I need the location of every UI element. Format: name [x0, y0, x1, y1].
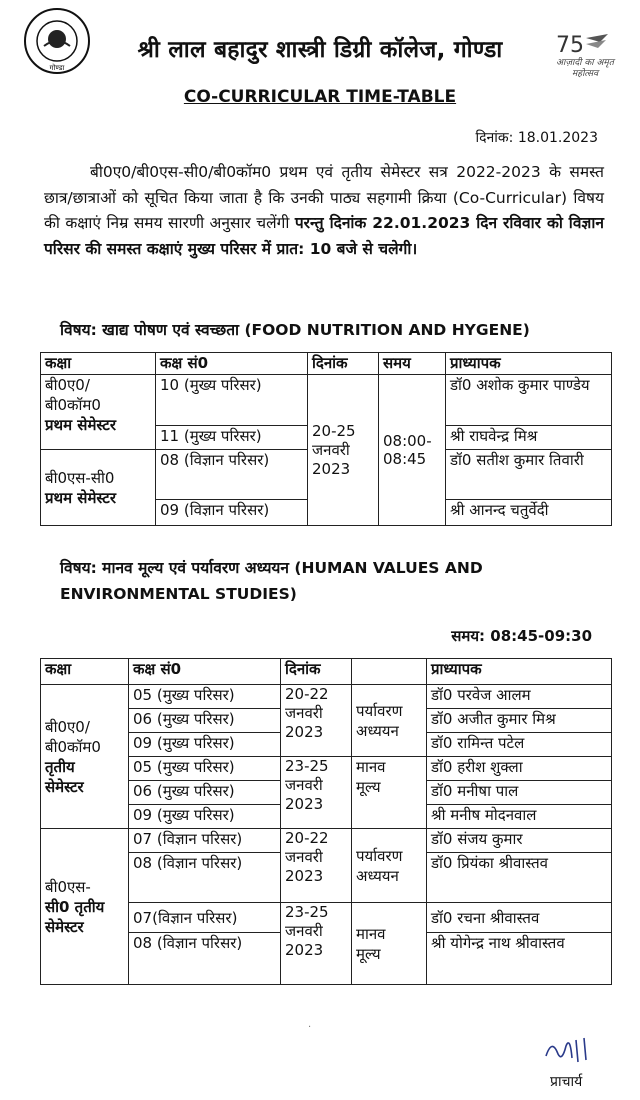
time-cell: 08:00- 08:45	[379, 375, 446, 526]
teacher-cell: श्री राघवेन्द्र मिश्र	[446, 426, 612, 450]
svg-text:75: 75	[556, 33, 584, 58]
teacher-cell: डॉ0 मनीषा पाल	[427, 781, 612, 805]
header-teacher: प्राध्यापक	[446, 353, 612, 375]
room-cell: 05 (मुख्य परिसर)	[129, 685, 281, 709]
principal-label: प्राचार्य	[550, 1074, 583, 1090]
date-cell: 20-25 जनवरी 2023	[308, 375, 379, 526]
teacher-cell: डॉ0 परवेज आलम	[427, 685, 612, 709]
teacher-cell: श्री मनीष मोदनवाल	[427, 805, 612, 829]
subject-cell: मानव मूल्य	[352, 757, 427, 829]
header-subject	[352, 659, 427, 685]
subject-cell: पर्यावरण अध्ययन	[352, 685, 427, 757]
table-row	[41, 685, 612, 709]
table-header-row	[41, 659, 612, 685]
teacher-cell: डॉ0 रचना श्रीवास्तव	[427, 903, 612, 933]
header-class: कक्षा	[41, 353, 156, 375]
subject-food-nutrition: विषय: खाद्य पोषण एवं स्वच्छता (FOOD NUTRITION AND HYGENE)	[60, 321, 530, 339]
room-cell: 06 (मुख्य परिसर)	[129, 709, 281, 733]
room-cell: 10 (मुख्य परिसर)	[156, 375, 308, 426]
date-cell: 23-25 जनवरी 2023	[281, 903, 352, 985]
college-name: श्री लाल बहादुर शास्त्री डिग्री कॉलेज, गोण्डा	[137, 37, 503, 63]
session-time: समय: 08:45-09:30	[451, 627, 592, 645]
teacher-cell: डॉ0 अजीत कुमार मिश्र	[427, 709, 612, 733]
header-time: समय	[379, 353, 446, 375]
table-row	[41, 829, 612, 853]
table-header-row	[41, 353, 612, 375]
food-nutrition-timetable	[40, 352, 612, 526]
human-values-timetable	[40, 658, 612, 985]
date-cell: 23-25 जनवरी 2023	[281, 757, 352, 829]
table-row	[41, 375, 612, 426]
date-cell: 20-22 जनवरी 2023	[281, 685, 352, 757]
room-cell: 08 (विज्ञान परिसर)	[129, 933, 281, 985]
notice-bold-text: परन्तु दिनांक 22.01.2023 दिन रविवार को विज्ञान परिसर की समस्त कक्षाएं मुख्य परिसर में प्रात: 10 बजे से चलेगी।	[44, 214, 604, 258]
header-class: कक्षा	[41, 659, 129, 685]
teacher-cell: डॉ0 संजय कुमार	[427, 829, 612, 853]
header-teacher: प्राध्यापक	[427, 659, 612, 685]
subject-human-values: विषय: मानव मूल्य एवं पर्यावरण अध्ययन (HUMAN VALUES AND ENVIRONMENTAL STUDIES)	[60, 559, 483, 603]
room-cell: 08 (विज्ञान परिसर)	[156, 450, 308, 500]
logo-text: गोण्डा	[49, 64, 65, 72]
class-bsc-first: बी0एस-सी0 प्रथम सेमेस्टर	[41, 450, 156, 526]
room-cell: 07 (विज्ञान परिसर)	[129, 829, 281, 853]
subject-cell: पर्यावरण अध्ययन	[352, 829, 427, 903]
room-cell: 09 (विज्ञान परिसर)	[156, 500, 308, 526]
teacher-cell: डॉ0 हरीश शुक्ला	[427, 757, 612, 781]
class-ba-bcom-first: बी0ए0/ बी0कॉम0 प्रथम सेमेस्टर	[41, 375, 156, 450]
room-cell: 08 (विज्ञान परिसर)	[129, 853, 281, 903]
header-room: कक्ष सं0	[156, 353, 308, 375]
teacher-cell: डॉ0 सतीश कुमार तिवारी	[446, 450, 612, 500]
room-cell: 05 (मुख्य परिसर)	[129, 757, 281, 781]
room-cell: 06 (मुख्य परिसर)	[129, 781, 281, 805]
room-cell: 09 (मुख्य परिसर)	[129, 733, 281, 757]
header-date: दिनांक	[308, 353, 379, 375]
class-bsc-third: बी0एस- सी0 तृतीय सेमेस्टर	[41, 829, 129, 985]
notice-paragraph	[44, 160, 604, 262]
azadi-text: आज़ादी का अमृत महोत्सव	[556, 58, 614, 79]
page-title: CO-CURRICULAR TIME-TABLE	[183, 87, 457, 107]
date-cell: 20-22 जनवरी 2023	[281, 829, 352, 903]
header-date: दिनांक	[281, 659, 352, 685]
teacher-cell: डॉ0 प्रियंका श्रीवास्तव	[427, 853, 612, 903]
mark-dot: ·	[308, 1022, 312, 1033]
header-room: कक्ष सं0	[129, 659, 281, 685]
room-cell: 11 (मुख्य परिसर)	[156, 426, 308, 450]
teacher-cell: डॉ0 अशोक कुमार पाण्डेय	[446, 375, 612, 426]
principal-signature	[540, 1032, 600, 1068]
teacher-cell: डॉ0 रामिन्त पटेल	[427, 733, 612, 757]
room-cell: 09 (मुख्य परिसर)	[129, 805, 281, 829]
teacher-cell: श्री योगेन्द्र नाथ श्रीवास्तव	[427, 933, 612, 985]
room-cell: 07(विज्ञान परिसर)	[129, 903, 281, 933]
teacher-cell: श्री आनन्द चतुर्वेदी	[446, 500, 612, 526]
subject-cell: मानव मूल्य	[352, 903, 427, 985]
notice-text: बी0ए0/बी0एस-सी0/बी0कॉम0 प्रथम एवं तृतीय सेमेस्टर सत्र 2022-2023 के समस्त छात्र/छात्राओं को सूचित किया जाता है कि उनकी पाठ्य सहगामी क्रिया (Co-Curricular) विषय की कक्षाएं निम्र समय सारणी अनुसार चलेंगी	[44, 163, 604, 232]
notice-date: दिनांक: 18.01.2023	[475, 130, 598, 146]
class-ba-bcom-third: बी0ए0/ बी0कॉम0 तृतीय सेमेस्टर	[41, 685, 129, 829]
